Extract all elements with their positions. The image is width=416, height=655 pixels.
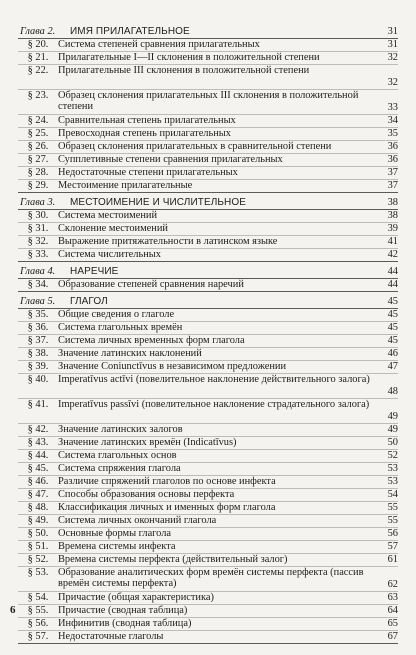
entry-title: Система глагольных времён	[58, 322, 183, 333]
page-ref: 55	[387, 502, 398, 513]
page-ref: 38	[387, 210, 398, 221]
chapter-label: Глава 4.	[20, 266, 56, 277]
section-number: § 50.	[27, 528, 49, 539]
chapter-title: НАРЕЧИЕ	[70, 266, 119, 277]
section-number: § 39.	[27, 361, 49, 372]
section-number: § 36.	[27, 322, 49, 333]
page-ref: 54	[387, 489, 398, 500]
chapter-label: Глава 5.	[20, 296, 56, 307]
section-number: § 29.	[27, 180, 49, 191]
page-ref: 56	[387, 528, 398, 539]
toc-entry-row	[18, 361, 398, 374]
toc-entry-row	[18, 631, 398, 644]
entry-title: Система личных окончаний глагола	[58, 515, 217, 526]
page-ref: 53	[387, 463, 398, 474]
page-ref: 32	[387, 52, 398, 63]
chapter-title: ГЛАГОЛ	[70, 296, 108, 307]
toc-entry-row	[18, 141, 398, 154]
section-number: § 28.	[27, 167, 49, 178]
section-number: § 41.	[27, 399, 49, 410]
toc-entry-row	[18, 348, 398, 361]
toc-entry-row	[18, 554, 398, 567]
page-ref: 38	[387, 197, 398, 208]
page-ref: 50	[387, 437, 398, 448]
section-number: § 45.	[27, 463, 49, 474]
toc-entry-row	[18, 463, 398, 476]
entry-title: Система степеней сравнения прилагательных	[58, 39, 260, 50]
entry-title: Система глагольных основ	[58, 450, 177, 461]
toc-entry-row	[18, 115, 398, 128]
entry-title: Значение латинских времён (Indicatīvus)	[58, 437, 237, 448]
page-ref: 45	[387, 309, 398, 320]
entry-title: Образец склонения прилагательных в сравнительной степени	[58, 141, 332, 152]
page-ref: 45	[387, 335, 398, 346]
page-ref: 36	[387, 154, 398, 165]
toc-entry-row	[18, 618, 398, 631]
entry-title: Местоимение прилагательные	[58, 180, 193, 191]
section-number: § 48.	[27, 502, 49, 513]
entry-title: Система местоимений	[58, 210, 158, 221]
toc-entry-row	[18, 399, 398, 424]
section-number: § 25.	[27, 128, 49, 139]
toc-entry-row	[18, 223, 398, 236]
toc-entry-row	[18, 374, 398, 399]
entry-title: Значение латинских залогов	[58, 424, 183, 435]
section-number: § 32.	[27, 236, 49, 247]
page-ref: 36	[387, 141, 398, 152]
toc-entry-row	[18, 424, 398, 437]
section-number: § 57.	[27, 631, 49, 642]
entry-title: Выражение притяжательности в латинском языке	[58, 236, 278, 247]
page-ref: 44	[387, 279, 398, 290]
chapter-title: МЕСТОИМЕНИЕ И ЧИСЛИТЕЛЬНОЕ	[70, 197, 247, 208]
toc-entry-row	[18, 476, 398, 489]
section-number: § 21.	[27, 52, 49, 63]
page-ref: 64	[387, 605, 398, 616]
entry-title: Супплетивные степени сравнения прилагательных	[58, 154, 283, 165]
section-number: § 52.	[27, 554, 49, 565]
section-number: § 30.	[27, 210, 49, 221]
chapter-label: Глава 3.	[20, 197, 56, 208]
page-ref: 35	[387, 128, 398, 139]
entry-title: Образование степеней сравнения наречий	[58, 279, 244, 290]
toc-entry-row	[18, 309, 398, 322]
toc-entry-row	[18, 322, 398, 335]
section-number: § 53.	[27, 567, 49, 578]
section-number: § 55.	[27, 605, 49, 616]
toc-entry-row	[18, 167, 398, 180]
entry-title: Imperatīvus passīvi (повелительное наклонение страдательного залога)	[58, 399, 370, 410]
section-number: § 44.	[27, 450, 49, 461]
page-ref: 44	[387, 266, 398, 277]
chapter-heading-row	[18, 295, 398, 309]
section-number: § 40.	[27, 374, 49, 385]
entry-title: Различие спряжений глаголов по основе инфекта	[58, 476, 276, 487]
toc-entry-row	[18, 128, 398, 141]
entry-title: Imperatīvus actīvi (повелительное наклонение действительного залога)	[58, 374, 370, 385]
section-number: § 27.	[27, 154, 49, 165]
section-number: § 54.	[27, 592, 49, 603]
page-number: 6	[10, 604, 16, 616]
page-ref: 67	[387, 631, 398, 642]
page-ref: 52	[387, 450, 398, 461]
entry-title: Система числительных	[58, 249, 161, 260]
entry-title: Сравнительная степень прилагательных	[58, 115, 236, 126]
chapter-heading-row	[18, 25, 398, 39]
entry-title: Превосходная степень прилагательных	[58, 128, 231, 139]
toc-entry-row	[18, 541, 398, 554]
toc-entry-row	[18, 65, 398, 90]
chapter-heading-row	[18, 196, 398, 210]
toc-entry-row	[18, 515, 398, 528]
page-ref: 31	[387, 39, 398, 50]
page-ref: 55	[387, 515, 398, 526]
toc-entry-row	[18, 489, 398, 502]
page-ref: 61	[387, 554, 398, 565]
toc-entry-row	[18, 335, 398, 348]
toc-entry-row	[18, 154, 398, 167]
section-number: § 37.	[27, 335, 49, 346]
toc-entry-row	[18, 567, 398, 592]
toc-entry-row	[18, 279, 398, 292]
section-number: § 24.	[27, 115, 49, 126]
page-ref: 42	[387, 249, 398, 260]
section-number: § 35.	[27, 309, 49, 320]
page-ref: 45	[387, 296, 398, 307]
page-ref: 39	[387, 223, 398, 234]
entry-title: Система личных временных форм глагола	[58, 335, 245, 346]
entry-title: Значение Coniunctīvus в независимом предложении	[58, 361, 287, 372]
page-ref: 53	[387, 476, 398, 487]
page-ref: 47	[387, 361, 398, 372]
section-number: § 20.	[27, 39, 49, 50]
entry-title: Основные формы глагола	[58, 528, 172, 539]
section-number: § 43.	[27, 437, 49, 448]
section-number: § 22.	[27, 65, 49, 76]
entry-title: Образование аналитических форм времён системы перфекта (пассив времён системы перфекта)	[58, 567, 364, 589]
toc-entry-row	[18, 450, 398, 463]
page-ref: 46	[387, 348, 398, 359]
entry-title: Значение латинских наклонений	[58, 348, 202, 359]
entry-title: Система спряжения глагола	[58, 463, 181, 474]
toc-entry-row	[18, 236, 398, 249]
page-ref: 32	[387, 77, 398, 88]
toc-entry-row	[18, 592, 398, 605]
table-of-contents	[18, 25, 398, 644]
entry-title: Образец склонения прилагательных III склонения в положительной степени	[58, 90, 359, 112]
toc-entry-row	[18, 90, 398, 115]
entry-title: Причастие (сводная таблица)	[58, 605, 188, 616]
page-ref: 45	[387, 322, 398, 333]
entry-title: Прилагательные I—II склонения в положительной степени	[58, 52, 320, 63]
toc-entry-row	[18, 210, 398, 223]
section-number: § 38.	[27, 348, 49, 359]
page-ref: 33	[387, 102, 398, 113]
page-ref: 48	[387, 386, 398, 397]
toc-entry-row	[18, 437, 398, 450]
toc-entry-row	[18, 502, 398, 515]
entry-title: Недостаточные глаголы	[58, 631, 164, 642]
page-ref: 31	[387, 26, 398, 37]
entry-title: Инфинитив (сводная таблица)	[58, 618, 192, 629]
section-number: § 34.	[27, 279, 49, 290]
chapter-title: ИМЯ ПРИЛАГАТЕЛЬНОЕ	[70, 26, 190, 37]
entry-title: Прилагательные III склонения в положительной степени	[58, 65, 310, 76]
section-number: § 51.	[27, 541, 49, 552]
page-ref: 34	[387, 115, 398, 126]
toc-entry-row	[18, 249, 398, 262]
section-number: § 23.	[27, 90, 49, 101]
page-ref: 49	[387, 411, 398, 422]
toc-entry-row	[18, 39, 398, 52]
section-number: § 47.	[27, 489, 49, 500]
page-ref: 62	[387, 579, 398, 590]
page-ref: 57	[387, 541, 398, 552]
page-ref: 37	[387, 180, 398, 191]
entry-title: Причастие (общая характеристика)	[58, 592, 214, 603]
chapter-heading-row	[18, 265, 398, 279]
entry-title: Общие сведения о глаголе	[58, 309, 175, 320]
page-ref: 63	[387, 592, 398, 603]
toc-entry-row	[18, 52, 398, 65]
toc-entry-row	[18, 180, 398, 193]
entry-title: Классификация личных и именных форм глагола	[58, 502, 276, 513]
section-number: § 31.	[27, 223, 49, 234]
page-ref: 37	[387, 167, 398, 178]
section-number: § 33.	[27, 249, 49, 260]
page-ref: 49	[387, 424, 398, 435]
page-ref: 41	[387, 236, 398, 247]
toc-entry-row	[18, 528, 398, 541]
entry-title: Времена системы перфекта (действительный залог)	[58, 554, 288, 565]
section-number: § 46.	[27, 476, 49, 487]
section-number: § 42.	[27, 424, 49, 435]
entry-title: Недостаточные степени прилагательных	[58, 167, 238, 178]
section-number: § 49.	[27, 515, 49, 526]
entry-title: Времена системы инфекта	[58, 541, 176, 552]
entry-title: Склонение местоимений	[58, 223, 168, 234]
section-number: § 26.	[27, 141, 49, 152]
section-number: § 56.	[27, 618, 49, 629]
entry-title: Способы образования основы перфекта	[58, 489, 235, 500]
chapter-label: Глава 2.	[20, 26, 56, 37]
toc-entry-row	[18, 605, 398, 618]
page-ref: 65	[387, 618, 398, 629]
